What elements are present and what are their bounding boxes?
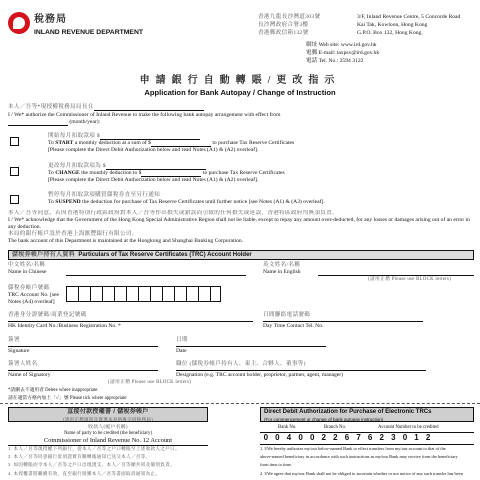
digit: 2 — [321, 433, 326, 442]
hkid-field[interactable] — [8, 321, 253, 322]
form-title-cjk: 申請銀行自動轉賬/更改指示 — [139, 75, 341, 86]
digit: 3 — [391, 433, 396, 442]
acknowledgement: 本人／吾等同意，若因香港特別行政區政府對本人／吾等作出損失或錯誤而引致的任何損失或延誤，香港特區政府均無須負責。 I / We* acknowledge that the Government of the Hong Kong Special Administrative Region shall not be liable, except to repay any amount over-deducted, for any losses or damages arising out of an error in any deduction. 本局的銀行帳戶設於香港上海滙豐銀行有限公司。 The bank account of this Department is maintained at the Hongkong and Shanghai Banking Corporation. — [8, 210, 470, 244]
trc-ids: 香港身分證號碼/商業登記號碼 HK Identity Card No./Business Registration No. * 日間聯絡電話號碼 Day Time Contact Tel. No. — [8, 312, 474, 330]
cut-line — [0, 403, 480, 404]
option-start: 開始每月扣取款項 $ To START a monthly deduction at a sum of $ to purchase Tax Reserve Certificates [Please complete the Direct Debit Authorization below and read Notes (A1) & (A2) overleaf]. — [48, 133, 295, 153]
dept-name-cjk: 稅務局 — [34, 14, 67, 25]
dda-left-header: 直接付款授權書 / 儲稅券帳戶 (請用正楷填寫及簽署本表格後交回稅務局) — [8, 407, 208, 422]
date-field[interactable] — [176, 346, 326, 347]
change-checkbox[interactable] — [10, 167, 19, 176]
digit: 0 — [263, 433, 269, 442]
digit: 2 — [333, 433, 338, 442]
digit: 0 — [275, 433, 280, 442]
signature-field[interactable] — [8, 346, 158, 347]
intro-cjk: 本人／吾等*現授權稅務局局長在 — [8, 104, 348, 111]
account-number-digits — [260, 432, 474, 445]
start-checkbox[interactable] — [10, 137, 19, 146]
designation-field[interactable] — [176, 370, 426, 371]
dda-notes-cjk: 1. 本人／吾等現授權下列銀行，從本人／吾等之戶口轉賬至上述收款人之戶口。 2. 本人／吾等同意銀行毋須證實有關轉賬通知已送交本人／吾等。 3. 如因轉賬而令本人／吾等之戶口出現透支，本人／吾等願共同及個別負責。 4. 本授權書將繼續有效，直至銀行接獲本人／吾等書面取消通知為止。 — [8, 446, 180, 476]
dda-notes-en: 1. I/We hereby authorize my/our below-named Bank to effect transfers from my/our account to that of the above-named beneficiary in accordance with such instructions as my/our Bank may receive from the beneficiary from time to time. 2. I/We agree that my/our Bank shall not be obliged to ascertain whether or not notice of any such transfer has been — [260, 446, 463, 476]
address-cjk: 香港九龍長沙灣道303號 長沙灣政府合署3樓 香港郵政信箱132號 — [258, 14, 321, 36]
start-amount-field[interactable] — [151, 140, 211, 147]
change-amount-field[interactable] — [141, 170, 201, 177]
digit: 0 — [298, 433, 303, 442]
option-change: 更改每月扣取款項為 $ To CHANGE the monthly deduction to $ to purchase Tax Reserve Certificates [Please complete the Direct Debit Authorization below and read Notes (A1) & (A2) overleaf]. — [48, 163, 285, 183]
digit: 0 — [309, 433, 315, 442]
application-form: 稅務局 INLAND REVENUE DEPARTMENT 香港九龍長沙灣道303號 長沙灣政府合署3樓 香港郵政信箱132號 3/F, Inland Revenue Centre, 5 Concorde Road Kai Tak, Kowloon, Hong Kong G.P.O. Box 132, Hong Kong. 網址 Web site: www.ird.gov.hk 電郵 E-mail: taxpsv@ird.gov.hk 電話 Tel. No.: 2594 3122 申請銀行自動轉賬/更改指示 Application for Bank Autopay / Change of Instruction 本人／吾等*現授權稅務局局長在 I / We* authorize the Commissioner of Inland Revenue to make the following bank autopay arrangement with effect from (month/year): 開始每月扣取款項 $ To START a monthly deduction at a sum of $ to purchase Tax Reserve Certificates [Please complete the Direct Debit Authorization below and read Notes (A1) & (A2) overleaf]. 更改每月扣取款項為 $ To CHANGE the monthly deduction to $ to purchase Tax Reserve Certificates [Please complete the Direct Debit Authorization below and read Notes (A1) & (A2) overleaf]. 暫停每月扣取款項購買儲稅券直至另行通知 To SUSPEND the deduction for purchase of Tax Reserve Certificates until further notice [see Notes (A1) & (A3) overleaf]. 本人／吾等同意，若因香港特別行政區政府對本人／吾等作出損失或錯誤而引致的任何損失或延誤，香港特區政府均無須負責。 I / We* acknowledge that the Government of the Hong Kong Special Administrative Region shall not be liable, except to repay any amount over-deducted, for any losses or damages arising out of an error in any deduction. 本局的銀行帳戶設於香港上海滙豐銀行有限公司。 The bank account of this Department is maintained at the Hongkong and Shanghai Banking Corporation. 儲稅券帳戶持有人資料 Particulars of Tax Reserve Certificates (TRC) Account Holder 中文姓名/名稱 Name in Chinese 英文姓名/名稱 Name in English (請用正楷 Please use BLOCK letters) 儲稅券帳戶號碼 TRC Account No. [see Notes (A4) overleaf] 香港身分證號碼/商業登記號碼 HK Identity Card No./Business Registration No. * 日間聯絡電話號碼 Day Time Contact Tel. No. 簽署 Signature 日期 Date 簽署人姓名 Name of Signatory 職位 (儲稅券帳戶持有人、東主、合夥人、董事等) Designation (e.g. TRC account holder, proprietor, partner, agent, manager) (請用正楷 Please use BLOCK letters) *請刪去不適用者 Delete where inappropriate 請在適當方格內加上「✓」號 Please tick where appropriate 直接付款授權書 / 儲稅券帳戶 (請用正楷填寫及簽署本表格後交回稅務局) 收款人(帳戶名稱) Name of party to be credited (the beneficiary) Commissioner of Inland Revenue No. 12 Account 1. 本人／吾等現授權下列銀行，從本人／吾等之戶口轉賬至上述收款人之戶口。 2. 本人／吾等同意銀行毋須證實有關轉賬通知已送交本人／吾等。 3. 如因轉賬而令本人／吾等之戶口出現透支，本人／吾等願共同及個別負責。 4. 本授權書將繼續有效，直至銀行接獲本人／吾等書面取消通知為止。 Direct Debit Authorization for Purchase of Electronic TRCs (For commencement or change of bank autopay instruction) Bank No. Branch No. Account Number to be credited 0 0 4 0 0 2 2 6 7 6 2 3 0 1 2 1. I/We hereby authorize my/our below-named Bank to effect transfers from my/our account to that of the above-named beneficiary in accordance with such instructions as my/our Bank may receive from the beneficiary from time to time. 2. I/We agree that my/our Bank shall not be obliged to ascertain whether or not notice of any such transfer has been — [0, 0, 480, 480]
trc-no-label: TRC Account No. [see Notes (A4) overleaf] — [8, 292, 59, 305]
trc-number-boxes[interactable] — [66, 286, 221, 302]
digit: 6 — [344, 433, 350, 442]
trc-no-label-cjk: 儲稅券帳戶號碼 — [8, 285, 50, 291]
trc-section-header: 儲稅券帳戶持有人資料 Particulars of Tax Reserve Certificates (TRC) Account Holder — [8, 250, 474, 260]
digit: 1 — [414, 433, 419, 442]
name-chinese-field[interactable] — [66, 275, 246, 276]
digit: 2 — [425, 433, 431, 442]
effective-month-field[interactable] — [8, 119, 68, 126]
address-en: 3/F, Inland Revenue Centre, 5 Concorde Road Kai Tak, Kowloon, Hong Kong G.P.O. Box 132, Hong Kong. — [357, 14, 461, 36]
phone-text: 電話 Tel. No.: 2594 3122 — [306, 58, 364, 64]
suspend-checkbox[interactable] — [10, 195, 19, 204]
form-title-en: Application for Bank Autopay / Change of Instruction — [144, 88, 336, 97]
digit: 6 — [367, 433, 373, 442]
digit: 0 — [402, 433, 408, 442]
signature-block: 簽署 Signature 日期 Date 簽署人姓名 Name of Signatory 職位 (儲稅券帳戶持有人、東主、合夥人、董事等) Designation (e.g. TRC account holder, proprietor, partner, agent, manager) (請用正楷 Please use BLOCK letters) *請刪去不適用者 Delete where inappropriate — [8, 337, 474, 397]
name-english-field[interactable] — [318, 275, 474, 276]
digit: 7 — [356, 433, 361, 442]
intro-en: I / We* authorize the Commissioner of Inland Revenue to make the following bank autopay arrangement with effect from (month/year): — [8, 112, 281, 125]
payee-block: 收款人(帳戶名稱) Name of party to be credited (the beneficiary) Commissioner of Inland Revenue No. 12 Account — [8, 425, 208, 446]
website-text[interactable]: 網址 Web site: www.ird.gov.hk — [306, 42, 377, 48]
dda-right-header: Direct Debit Authorization for Purchase of Electronic TRCs (For commencement or change of bank autopay instruction) — [260, 407, 474, 422]
tel-field[interactable] — [263, 321, 423, 322]
dept-name-en: INLAND REVENUE DEPARTMENT — [34, 29, 144, 36]
tick-note: 請在適當方格內加上「✓」號 Please tick where appropriate — [8, 396, 127, 401]
signatory-name-field[interactable] — [8, 370, 158, 371]
ird-logo-icon — [8, 12, 30, 34]
digit: 2 — [379, 433, 384, 442]
option-suspend: 暫停每月扣取款項購買儲稅券直至另行通知 To SUSPEND the deduction for purchase of Tax Reserve Certificates until further notice [see Notes (A1) & (A3) overleaf]. — [48, 192, 325, 205]
email-text[interactable]: 電郵 E-mail: taxpsv@ird.gov.hk — [306, 50, 380, 56]
contact-info — [306, 42, 379, 66]
digit: 4 — [286, 433, 292, 442]
